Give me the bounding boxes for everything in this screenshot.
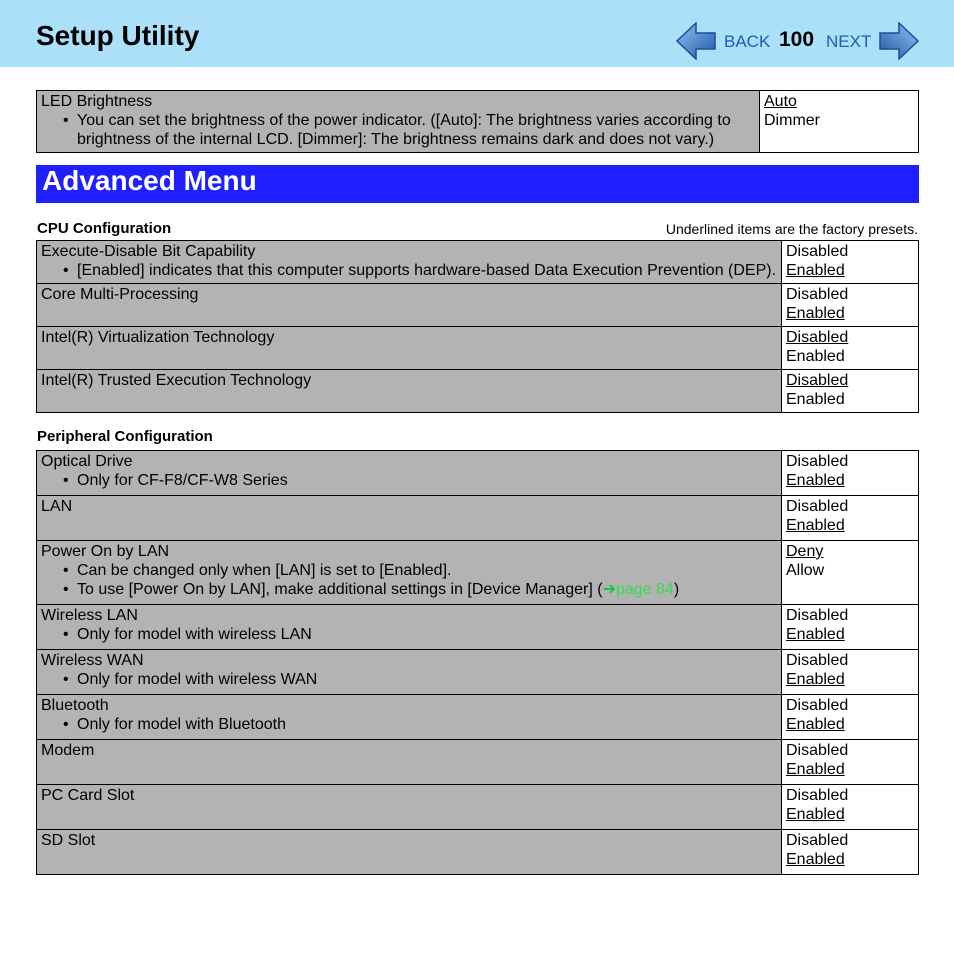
setting-description <box>37 241 782 284</box>
option: Enabled <box>786 348 845 365</box>
option: Disabled <box>786 243 849 260</box>
option-default: Enabled <box>786 716 845 733</box>
option: Disabled <box>786 652 849 669</box>
setting-name: Wireless LAN <box>41 607 138 624</box>
setting-name: Execute-Disable Bit Capability <box>41 243 256 260</box>
advanced-menu-title: Advanced Menu <box>42 165 257 196</box>
option: Dimmer <box>764 112 820 129</box>
next-arrow-icon[interactable] <box>879 22 919 60</box>
setting-description <box>37 496 782 541</box>
setting-note: • To use [Power On by LAN], make additional settings in [Device Manager] (➔page 84) <box>63 581 680 598</box>
option-default: Enabled <box>786 305 845 322</box>
bullet-icon: • <box>63 562 69 579</box>
setting-note: • Only for CF-F8/CF-W8 Series <box>63 472 288 489</box>
option-default: Enabled <box>786 262 845 279</box>
option: Disabled <box>786 498 849 515</box>
led-brightness-table <box>36 90 919 153</box>
setting-options <box>782 650 919 695</box>
option-default: Auto <box>764 93 797 110</box>
setting-description <box>37 605 782 650</box>
advanced-menu-banner <box>36 165 919 203</box>
setting-options <box>782 695 919 740</box>
bullet-icon: • <box>63 671 69 688</box>
setting-name: LAN <box>41 498 73 515</box>
setting-options <box>782 496 919 541</box>
bullet-icon: • <box>63 112 69 129</box>
option-default: Enabled <box>786 761 845 778</box>
page-link[interactable]: page 84 <box>616 581 674 598</box>
table-row <box>37 284 919 327</box>
setting-options <box>782 284 919 327</box>
setting-options <box>782 370 919 413</box>
table-row <box>37 327 919 370</box>
setting-name: LED Brightness <box>41 93 153 110</box>
cpu-config-table <box>36 240 919 413</box>
option-default: Enabled <box>786 806 845 823</box>
setting-options <box>782 541 919 605</box>
bullet-icon: • <box>63 716 69 733</box>
table-row <box>37 91 919 153</box>
back-link[interactable]: BACK <box>724 32 771 51</box>
option: Disabled <box>786 697 849 714</box>
cpu-section-title: CPU Configuration <box>37 220 172 237</box>
bullet-icon: • <box>63 626 69 643</box>
setting-name: SD Slot <box>41 832 96 849</box>
option-default: Disabled <box>786 329 849 346</box>
page-title: Setup Utility <box>36 20 200 51</box>
setting-options <box>782 605 919 650</box>
setting-note: • Only for model with Bluetooth <box>63 716 286 733</box>
setting-note: • Can be changed only when [LAN] is set to [Enabled]. <box>63 562 452 579</box>
setting-description <box>37 541 782 605</box>
bullet-icon: • <box>63 262 69 279</box>
setting-options <box>782 327 919 370</box>
setting-note: • [Enabled] indicates that this computer supports hardware-based Data Execution Prevention (DEP). <box>63 262 777 279</box>
table-row <box>37 650 919 695</box>
option-default: Enabled <box>786 626 845 643</box>
setting-name: Bluetooth <box>41 697 109 714</box>
setting-description <box>37 830 782 875</box>
table-row <box>37 451 919 496</box>
setting-name: PC Card Slot <box>41 787 135 804</box>
option: Disabled <box>786 607 849 624</box>
setting-options <box>782 241 919 284</box>
setting-options <box>782 740 919 785</box>
setting-description <box>37 91 760 153</box>
setting-description <box>37 695 782 740</box>
table-row <box>37 241 919 284</box>
table-row <box>37 830 919 875</box>
setting-description <box>37 370 782 413</box>
setting-name: Wireless WAN <box>41 652 144 669</box>
setting-name: Intel(R) Virtualization Technology <box>41 329 275 346</box>
setting-description <box>37 740 782 785</box>
option: Disabled <box>786 742 849 759</box>
setting-description <box>37 650 782 695</box>
back-arrow-icon[interactable] <box>676 22 716 60</box>
setting-description <box>37 284 782 327</box>
setting-options <box>782 830 919 875</box>
table-row <box>37 785 919 830</box>
option-default: Enabled <box>786 517 845 534</box>
setting-name: Intel(R) Trusted Execution Technology <box>41 372 312 389</box>
page-number: 100 <box>779 28 815 51</box>
setting-name: Optical Drive <box>41 453 133 470</box>
setting-options <box>782 785 919 830</box>
setting-description <box>37 327 782 370</box>
setting-name: Modem <box>41 742 95 759</box>
option-default: Enabled <box>786 851 845 868</box>
table-row <box>37 370 919 413</box>
factory-preset-note: Underlined items are the factory presets. <box>665 221 918 237</box>
table-row <box>37 605 919 650</box>
option-default: Enabled <box>786 671 845 688</box>
setting-description <box>37 785 782 830</box>
setting-options <box>782 451 919 496</box>
peripheral-section-title: Peripheral Configuration <box>37 428 213 445</box>
setting-name: Core Multi-Processing <box>41 286 199 303</box>
option: Disabled <box>786 453 849 470</box>
option: Enabled <box>786 391 845 408</box>
bullet-icon: • <box>63 472 69 489</box>
option: Disabled <box>786 787 849 804</box>
setting-description <box>37 451 782 496</box>
table-row <box>37 740 919 785</box>
option: Disabled <box>786 286 849 303</box>
option-default: Enabled <box>786 472 845 489</box>
table-row <box>37 695 919 740</box>
setting-note: • You can set the brightness of the power indicator. ([Auto]: The brightness varies according to brightness of the internal LCD. [Dimmer]: The brightness remains dark and does not vary.) <box>63 112 731 148</box>
table-row <box>37 496 919 541</box>
next-link[interactable]: NEXT <box>826 32 872 51</box>
link-arrow-icon[interactable]: ➔ <box>602 581 616 598</box>
setting-options <box>760 91 919 153</box>
table-row <box>37 541 919 605</box>
option-default: Deny <box>786 543 824 560</box>
peripheral-config-table <box>36 450 919 875</box>
bullet-icon: • <box>63 581 69 598</box>
option: Disabled <box>786 832 849 849</box>
setting-name: Power On by LAN <box>41 543 170 560</box>
option: Allow <box>786 562 825 579</box>
setting-note: • Only for model with wireless LAN <box>63 626 312 643</box>
option-default: Disabled <box>786 372 849 389</box>
setting-note: • Only for model with wireless WAN <box>63 671 318 688</box>
